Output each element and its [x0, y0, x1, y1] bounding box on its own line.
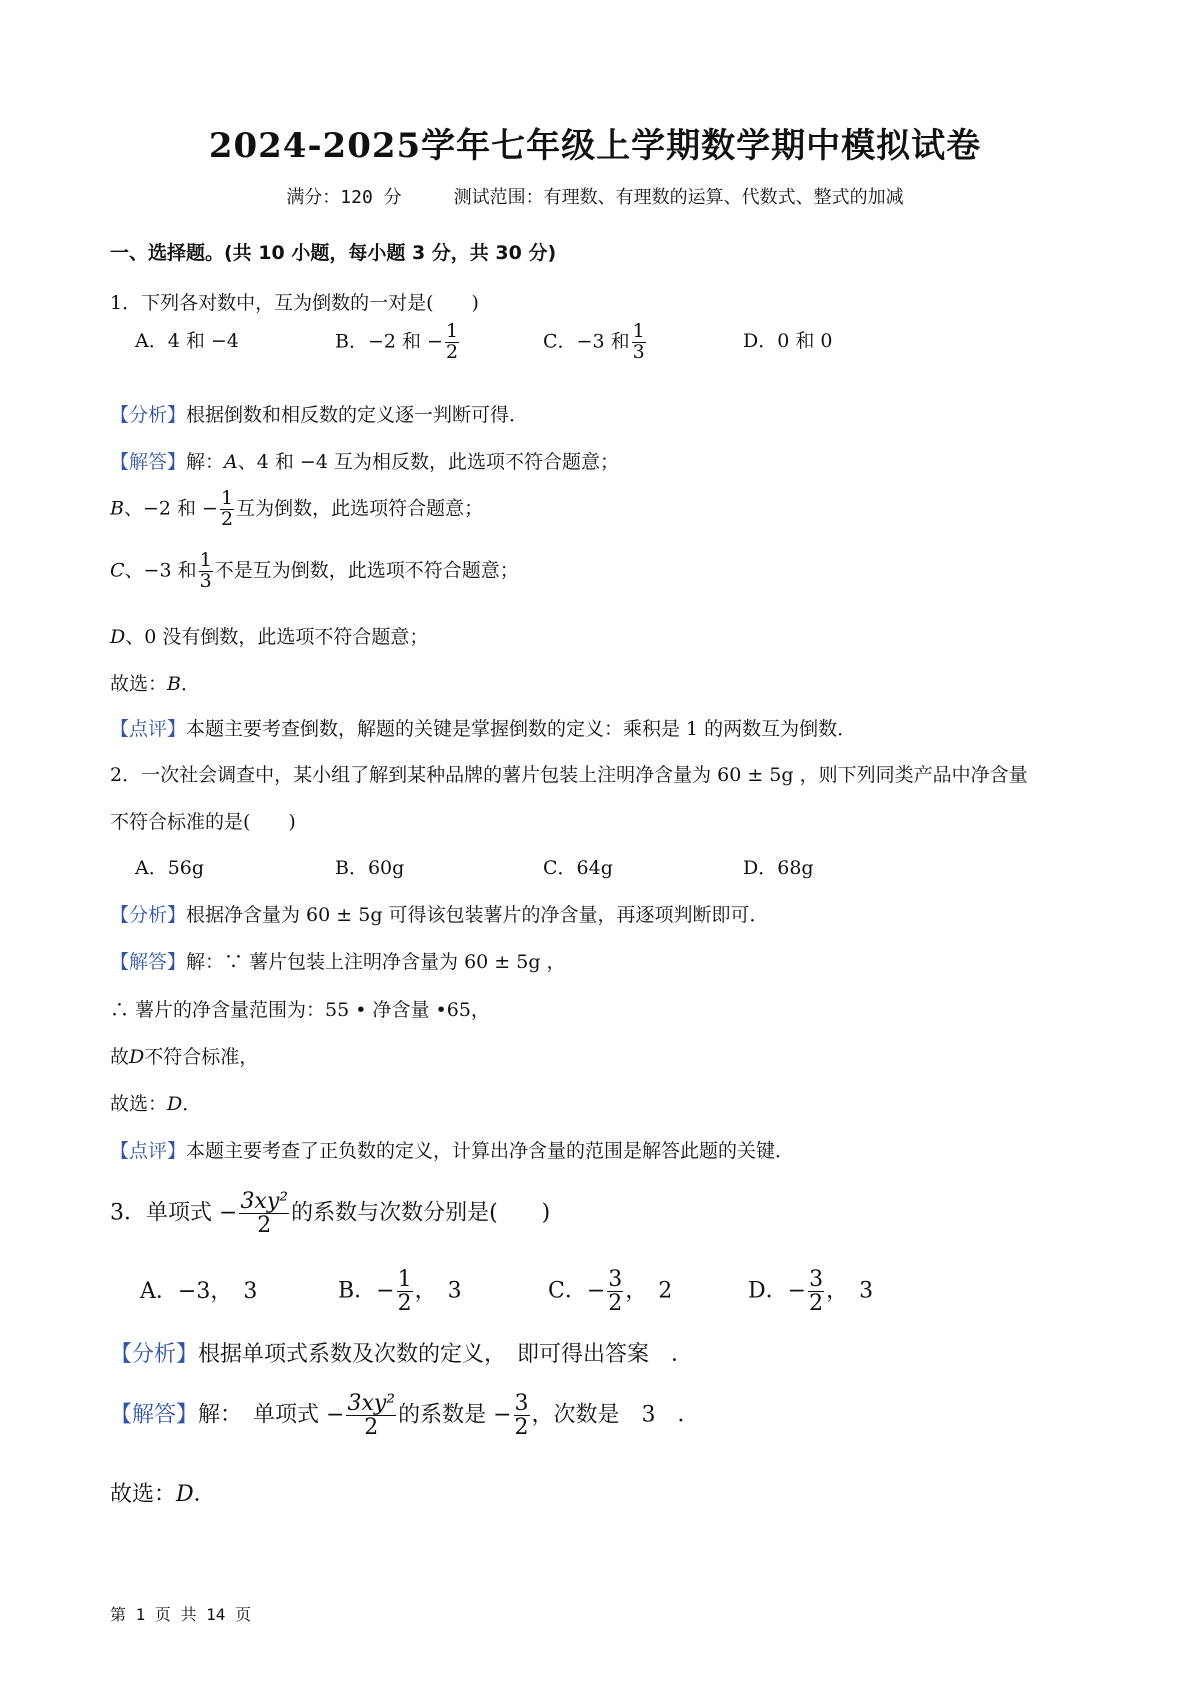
q2-review: 【点评】本题主要考查了正负数的定义，计算出净含量的范围是解答此题的关键． [110, 1140, 795, 1162]
q3-solution: 【解答】解： 单项式 − $\frac{\text{3xy²}}{2}$ 的系数是 − $\frac{3}{2}$ ，次数是 3 ． [110, 1391, 700, 1441]
q1-option-c [543, 322, 743, 363]
fraction: $\frac{1}{2}$ [220, 487, 234, 530]
q1-solution-line-2: B、−2 和 − $\frac{1}{2}$ 互为倒数，此选项符合题意； [110, 487, 484, 530]
q2-solution-line-1: 【解答】解：∵ 薯片包装上注明净含量为 60 ± 5g ， [110, 951, 566, 973]
q1-review: 【点评】本题主要考查倒数，解题的关键是掌握倒数的定义：乘积是 1 的两数互为倒数． [110, 718, 857, 740]
q3-option-a: A．−3， 3 [140, 1278, 258, 1304]
q3-answer: 故选：D． [110, 1482, 216, 1507]
fraction: $\frac{1}{2}$ [445, 320, 459, 363]
q2-option-c: C．64g [543, 857, 613, 879]
q3-option-d: D．− $\frac{3}{2}$ ， 3 [748, 1267, 874, 1317]
analysis-tag: 【分析】 [110, 404, 187, 426]
fraction: $\frac{3}{2}$ [809, 1267, 824, 1317]
q2-stem-line-1: 2．一次社会调查中，某小组了解到某种品牌的薯片包装上注明净含量为 60 ± 5g ，则下列同类产品中净含量 [110, 764, 1028, 786]
review-tag: 【点评】 [110, 718, 187, 740]
section-heading: 一、选择题。(共 10 小题，每小题 3 分，共 30 分) [110, 242, 557, 264]
q2-option-d: D．68g [743, 857, 814, 879]
page-title: 2024-2025学年七年级上学期数学期中模拟试卷 [208, 126, 982, 166]
q2-answer: 故选：D． [110, 1093, 202, 1115]
fraction: $\frac{1}{3}$ [199, 549, 212, 592]
monomial-fraction: $\frac{\text{3xy²}}{2}$ [240, 1189, 289, 1239]
q2-solution-line-2: ∴ 薯片的净含量范围为：55 • 净含量 •65， [110, 999, 490, 1021]
solution-tag: 【解答】 [110, 451, 187, 473]
fraction: $\frac{1}{3}$ [632, 320, 645, 363]
q3-options [140, 1268, 873, 1315]
q2-solution-line-3: 故D不符合标准， [110, 1046, 259, 1068]
analysis-tag: 【分析】 [110, 1342, 199, 1367]
q1-analysis: 【分析】根据倒数和相反数的定义逐一判断可得． [110, 404, 529, 426]
q1-option-b-label: B．−2 和 − [335, 330, 443, 353]
fraction: $\frac{1}{2}$ [397, 1267, 412, 1317]
q2-options [135, 853, 814, 880]
exam-info [0, 183, 1190, 209]
q2-stem-line-2: 不符合标准的是( ) [110, 811, 296, 833]
q3-stem: 3．单项式 − $\frac{\text{3xy²}}{2}$ 的系数与次数分别是( ) [110, 1189, 551, 1239]
fraction: $\frac{3}{2}$ [514, 1391, 529, 1441]
solution-tag: 【解答】 [110, 951, 187, 973]
q3-option-b: B．− $\frac{1}{2}$ ， 3 [338, 1267, 462, 1317]
test-scope: 测试范围：有理数、有理数的运算、代数式、整式的加减 [453, 187, 904, 208]
analysis-tag: 【分析】 [110, 904, 187, 926]
q1-answer: 故选：B． [110, 673, 200, 695]
q2-option-b: B．60g [335, 857, 405, 879]
q2-analysis: 【分析】根据净含量为 60 ± 5g 可得该包装薯片的净含量，再逐项判断即可． [110, 904, 769, 926]
q1-option-d: D．0 和 0 [743, 330, 833, 353]
q1-option-c-label: C．−3 和 [543, 330, 630, 353]
q1-solution-line-1: 【解答】解：A、4 和 −4 互为相反数，此选项不符合题意； [110, 451, 619, 473]
q1-options [135, 322, 833, 363]
monomial-fraction: $\frac{\text{3xy²}}{2}$ [347, 1391, 396, 1441]
q3-analysis: 【分析】根据单项式系数及次数的定义， 即可得出答案 ． [110, 1342, 694, 1367]
fraction: $\frac{3}{2}$ [608, 1267, 623, 1317]
page-number: 第 1 页 共 14 页 [110, 1605, 252, 1624]
q1-solution-line-3: C、−3 和 $\frac{1}{3}$ 不是互为倒数，此选项不符合题意； [110, 549, 519, 592]
q2-option-a: A．56g [135, 857, 205, 879]
q3-option-c: C．− $\frac{3}{2}$ ， 2 [548, 1267, 673, 1317]
q1-option-b [335, 322, 543, 363]
full-score: 满分：120 分 [286, 187, 402, 208]
q1-solution-line-4: D、0 没有倒数，此选项不符合题意； [110, 626, 429, 648]
q1-option-a: A．4 和 −4 [135, 330, 239, 353]
solution-tag: 【解答】 [110, 1402, 199, 1428]
review-tag: 【点评】 [110, 1140, 187, 1162]
q1-stem: 1．下列各对数中，互为倒数的一对是( ) [110, 292, 479, 314]
